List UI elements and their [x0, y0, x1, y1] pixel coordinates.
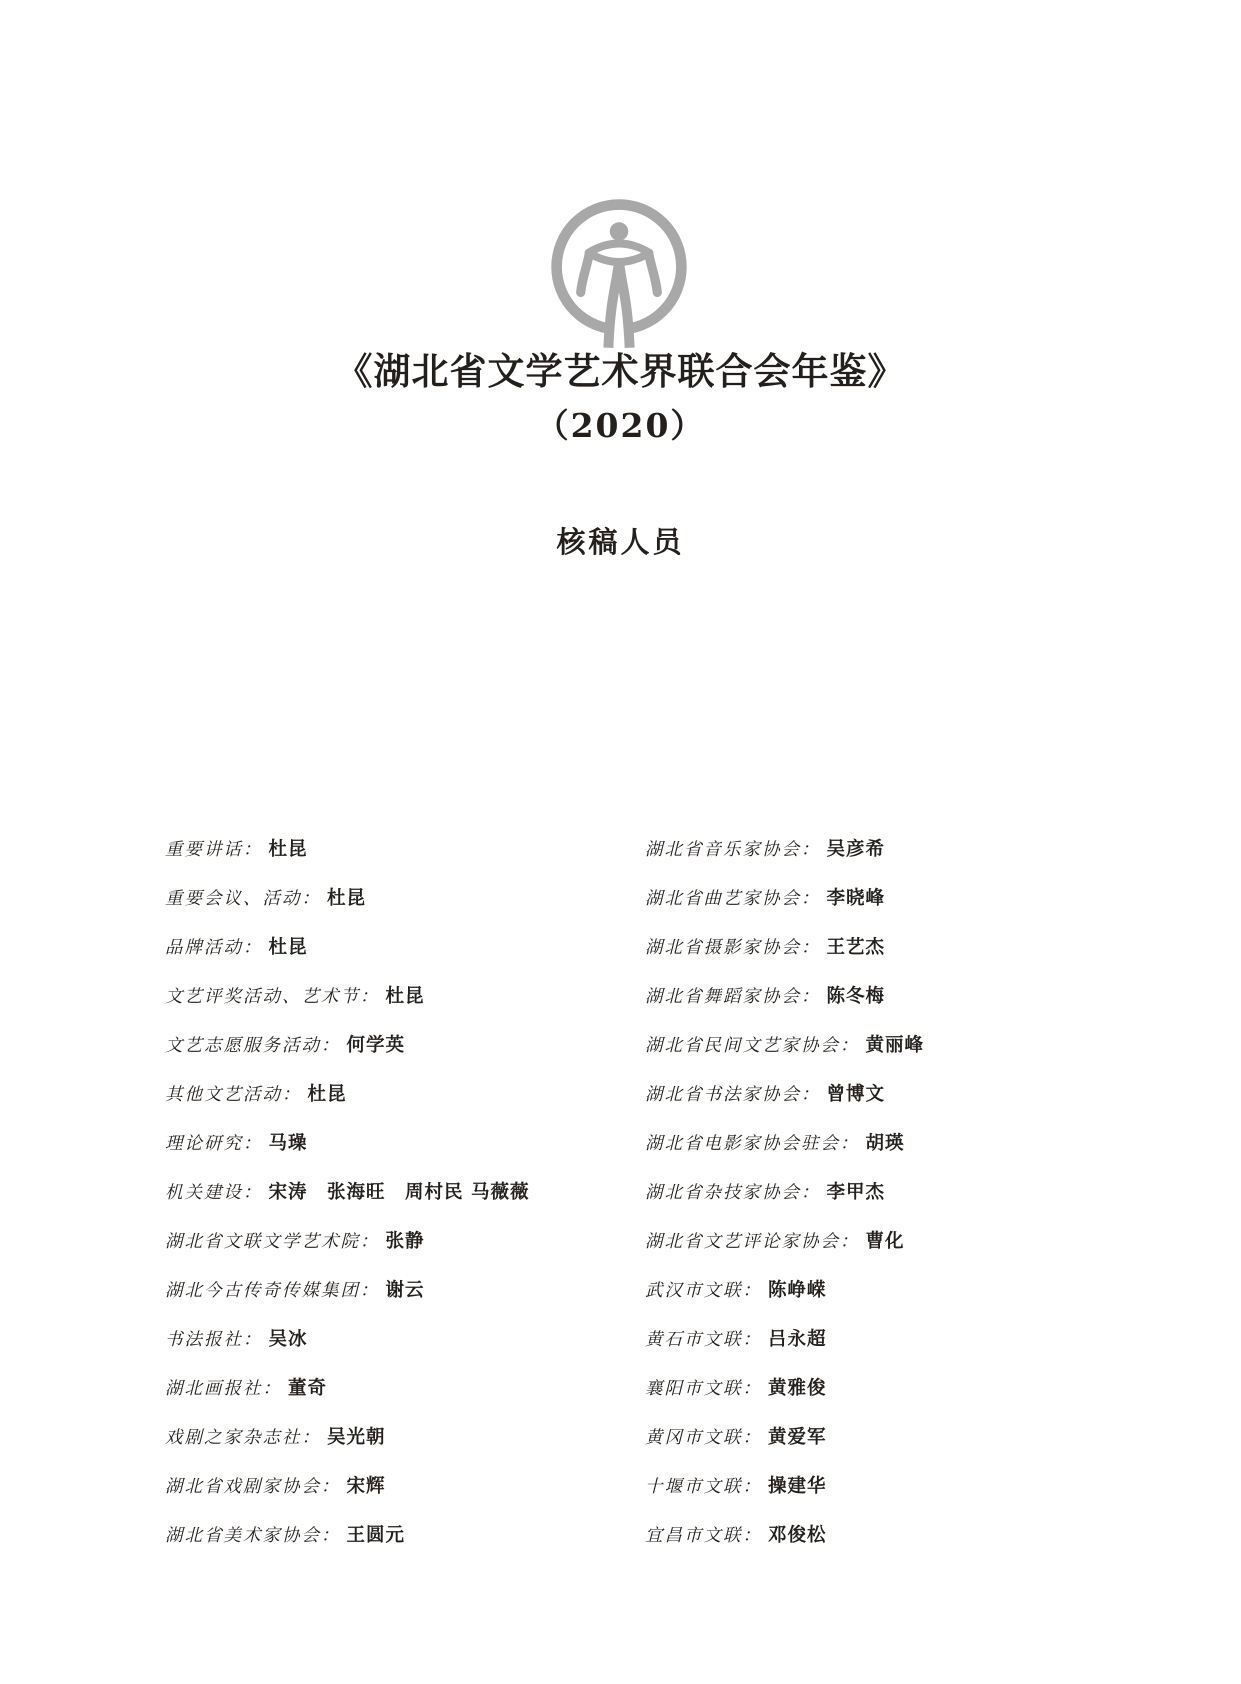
entry-label: 书法报社：: [165, 1330, 263, 1350]
list-item: [645, 1526, 1125, 1546]
list-item: [645, 889, 1125, 909]
entry-label: 戏剧之家杂志社：: [165, 1428, 321, 1448]
entry-name: 陈峥嵘: [768, 1280, 827, 1301]
entry-label: 文艺评奖活动、艺术节：: [165, 987, 380, 1007]
entry-label: 宜昌市文联：: [645, 1526, 762, 1546]
entry-label: 重要会议、活动：: [165, 889, 321, 909]
list-item: [165, 1134, 605, 1154]
entry-name: 宋辉: [346, 1476, 386, 1497]
list-item: [645, 1379, 1125, 1399]
list-item: [165, 840, 605, 860]
list-item: [165, 1036, 605, 1056]
wenlian-federation-logo: [545, 196, 693, 352]
page-title: 《湖北省文学艺术界联合会年鉴》: [335, 349, 906, 393]
list-item: [645, 1330, 1125, 1350]
entry-label: 湖北省摄影家协会：: [645, 938, 821, 958]
entry-label: 品牌活动：: [165, 938, 263, 958]
entry-name: 曾博文: [826, 1084, 886, 1105]
entry-label: 黄石市文联：: [645, 1330, 762, 1350]
entry-name: 胡瑛: [865, 1133, 905, 1154]
entry-name: 张静: [385, 1231, 425, 1252]
entry-label: 湖北省电影家协会驻会：: [645, 1134, 860, 1154]
entry-name: 黄丽峰: [865, 1035, 925, 1056]
list-item: [165, 987, 605, 1007]
list-item: [165, 1183, 605, 1203]
entry-label: 十堰市文联：: [645, 1477, 762, 1497]
entry-label: 湖北省美术家协会：: [165, 1526, 341, 1546]
entry-label: 湖北省曲艺家协会：: [645, 889, 821, 909]
list-item: [645, 1085, 1125, 1105]
entry-label: 文艺志愿服务活动：: [165, 1036, 341, 1056]
entry-name: 宋涛 张海旺 周村民 马薇薇: [268, 1182, 530, 1203]
entry-name: 李甲杰: [826, 1182, 886, 1203]
entry-name: 杜昆: [268, 937, 308, 958]
entry-name: 李晓峰: [826, 888, 886, 909]
entry-name: 杜昆: [307, 1084, 347, 1105]
figure-in-ring-icon: [545, 196, 693, 352]
entry-label: 湖北省文艺评论家协会：: [645, 1232, 860, 1252]
entry-label: 理论研究：: [165, 1134, 263, 1154]
list-item: [645, 938, 1125, 958]
list-item: [645, 1477, 1125, 1497]
entry-label: 重要讲话：: [165, 840, 263, 860]
title-block: [0, 348, 1241, 447]
entry-label: 湖北省民间文艺家协会：: [645, 1036, 860, 1056]
list-item: [165, 1085, 605, 1105]
entry-label: 湖北省书法家协会：: [645, 1085, 821, 1105]
entry-name: 王圆元: [346, 1525, 406, 1546]
list-item: [165, 1379, 605, 1399]
entry-name: 杜昆: [268, 839, 308, 860]
entry-name: 陈冬梅: [826, 986, 886, 1007]
entry-label: 黄冈市文联：: [645, 1428, 762, 1448]
entry-name: 何学英: [346, 1035, 406, 1056]
list-item: [645, 987, 1125, 1007]
list-item: [645, 1183, 1125, 1203]
entry-name: 黄爱军: [768, 1427, 827, 1448]
list-item: [165, 938, 605, 958]
entry-name: 吴冰: [268, 1329, 308, 1350]
list-item: [165, 1428, 605, 1448]
entry-name: 操建华: [768, 1476, 827, 1497]
entry-label: 湖北省文联文学艺术院：: [165, 1232, 380, 1252]
entry-label: 机关建设：: [165, 1183, 263, 1203]
list-item: [645, 1232, 1125, 1252]
page-title-year: （2020）: [535, 406, 706, 446]
entry-name: 吕永超: [768, 1329, 827, 1350]
entry-name: 吴彦希: [826, 839, 886, 860]
list-item: [165, 1281, 605, 1301]
list-item: [165, 1330, 605, 1350]
list-item: [645, 1036, 1125, 1056]
entry-name: 谢云: [385, 1280, 425, 1301]
list-item: [645, 1281, 1125, 1301]
entry-name: 曹化: [865, 1231, 905, 1252]
entry-name: 马璪: [268, 1133, 308, 1154]
entry-name: 吴光朝: [327, 1427, 386, 1448]
entry-label: 湖北画报社：: [165, 1379, 282, 1399]
entry-label: 湖北省戏剧家协会：: [165, 1477, 341, 1497]
entry-label: 湖北省杂技家协会：: [645, 1183, 821, 1203]
entry-name: 黄雅俊: [768, 1378, 827, 1399]
staff-column-left: [165, 840, 605, 1546]
entry-label: 湖北省舞蹈家协会：: [645, 987, 821, 1007]
entry-name: 杜昆: [385, 986, 425, 1007]
entry-label: 襄阳市文联：: [645, 1379, 762, 1399]
list-item: [165, 1232, 605, 1252]
list-item: [645, 1134, 1125, 1154]
entry-label: 其他文艺活动：: [165, 1085, 302, 1105]
staff-column-right: [645, 840, 1125, 1546]
section-heading: 核稿人员: [556, 525, 685, 559]
entry-label: 湖北省音乐家协会：: [645, 840, 821, 860]
list-item: [165, 889, 605, 909]
entry-name: 王艺杰: [826, 937, 886, 958]
list-item: [165, 1526, 605, 1546]
entry-name: 邓俊松: [768, 1525, 827, 1546]
entry-label: 武汉市文联：: [645, 1281, 762, 1301]
list-item: [165, 1477, 605, 1497]
list-item: [645, 1428, 1125, 1448]
entry-label: 湖北今古传奇传媒集团：: [165, 1281, 380, 1301]
entry-name: 董奇: [288, 1378, 328, 1399]
list-item: [645, 840, 1125, 860]
entry-name: 杜昆: [327, 888, 367, 909]
